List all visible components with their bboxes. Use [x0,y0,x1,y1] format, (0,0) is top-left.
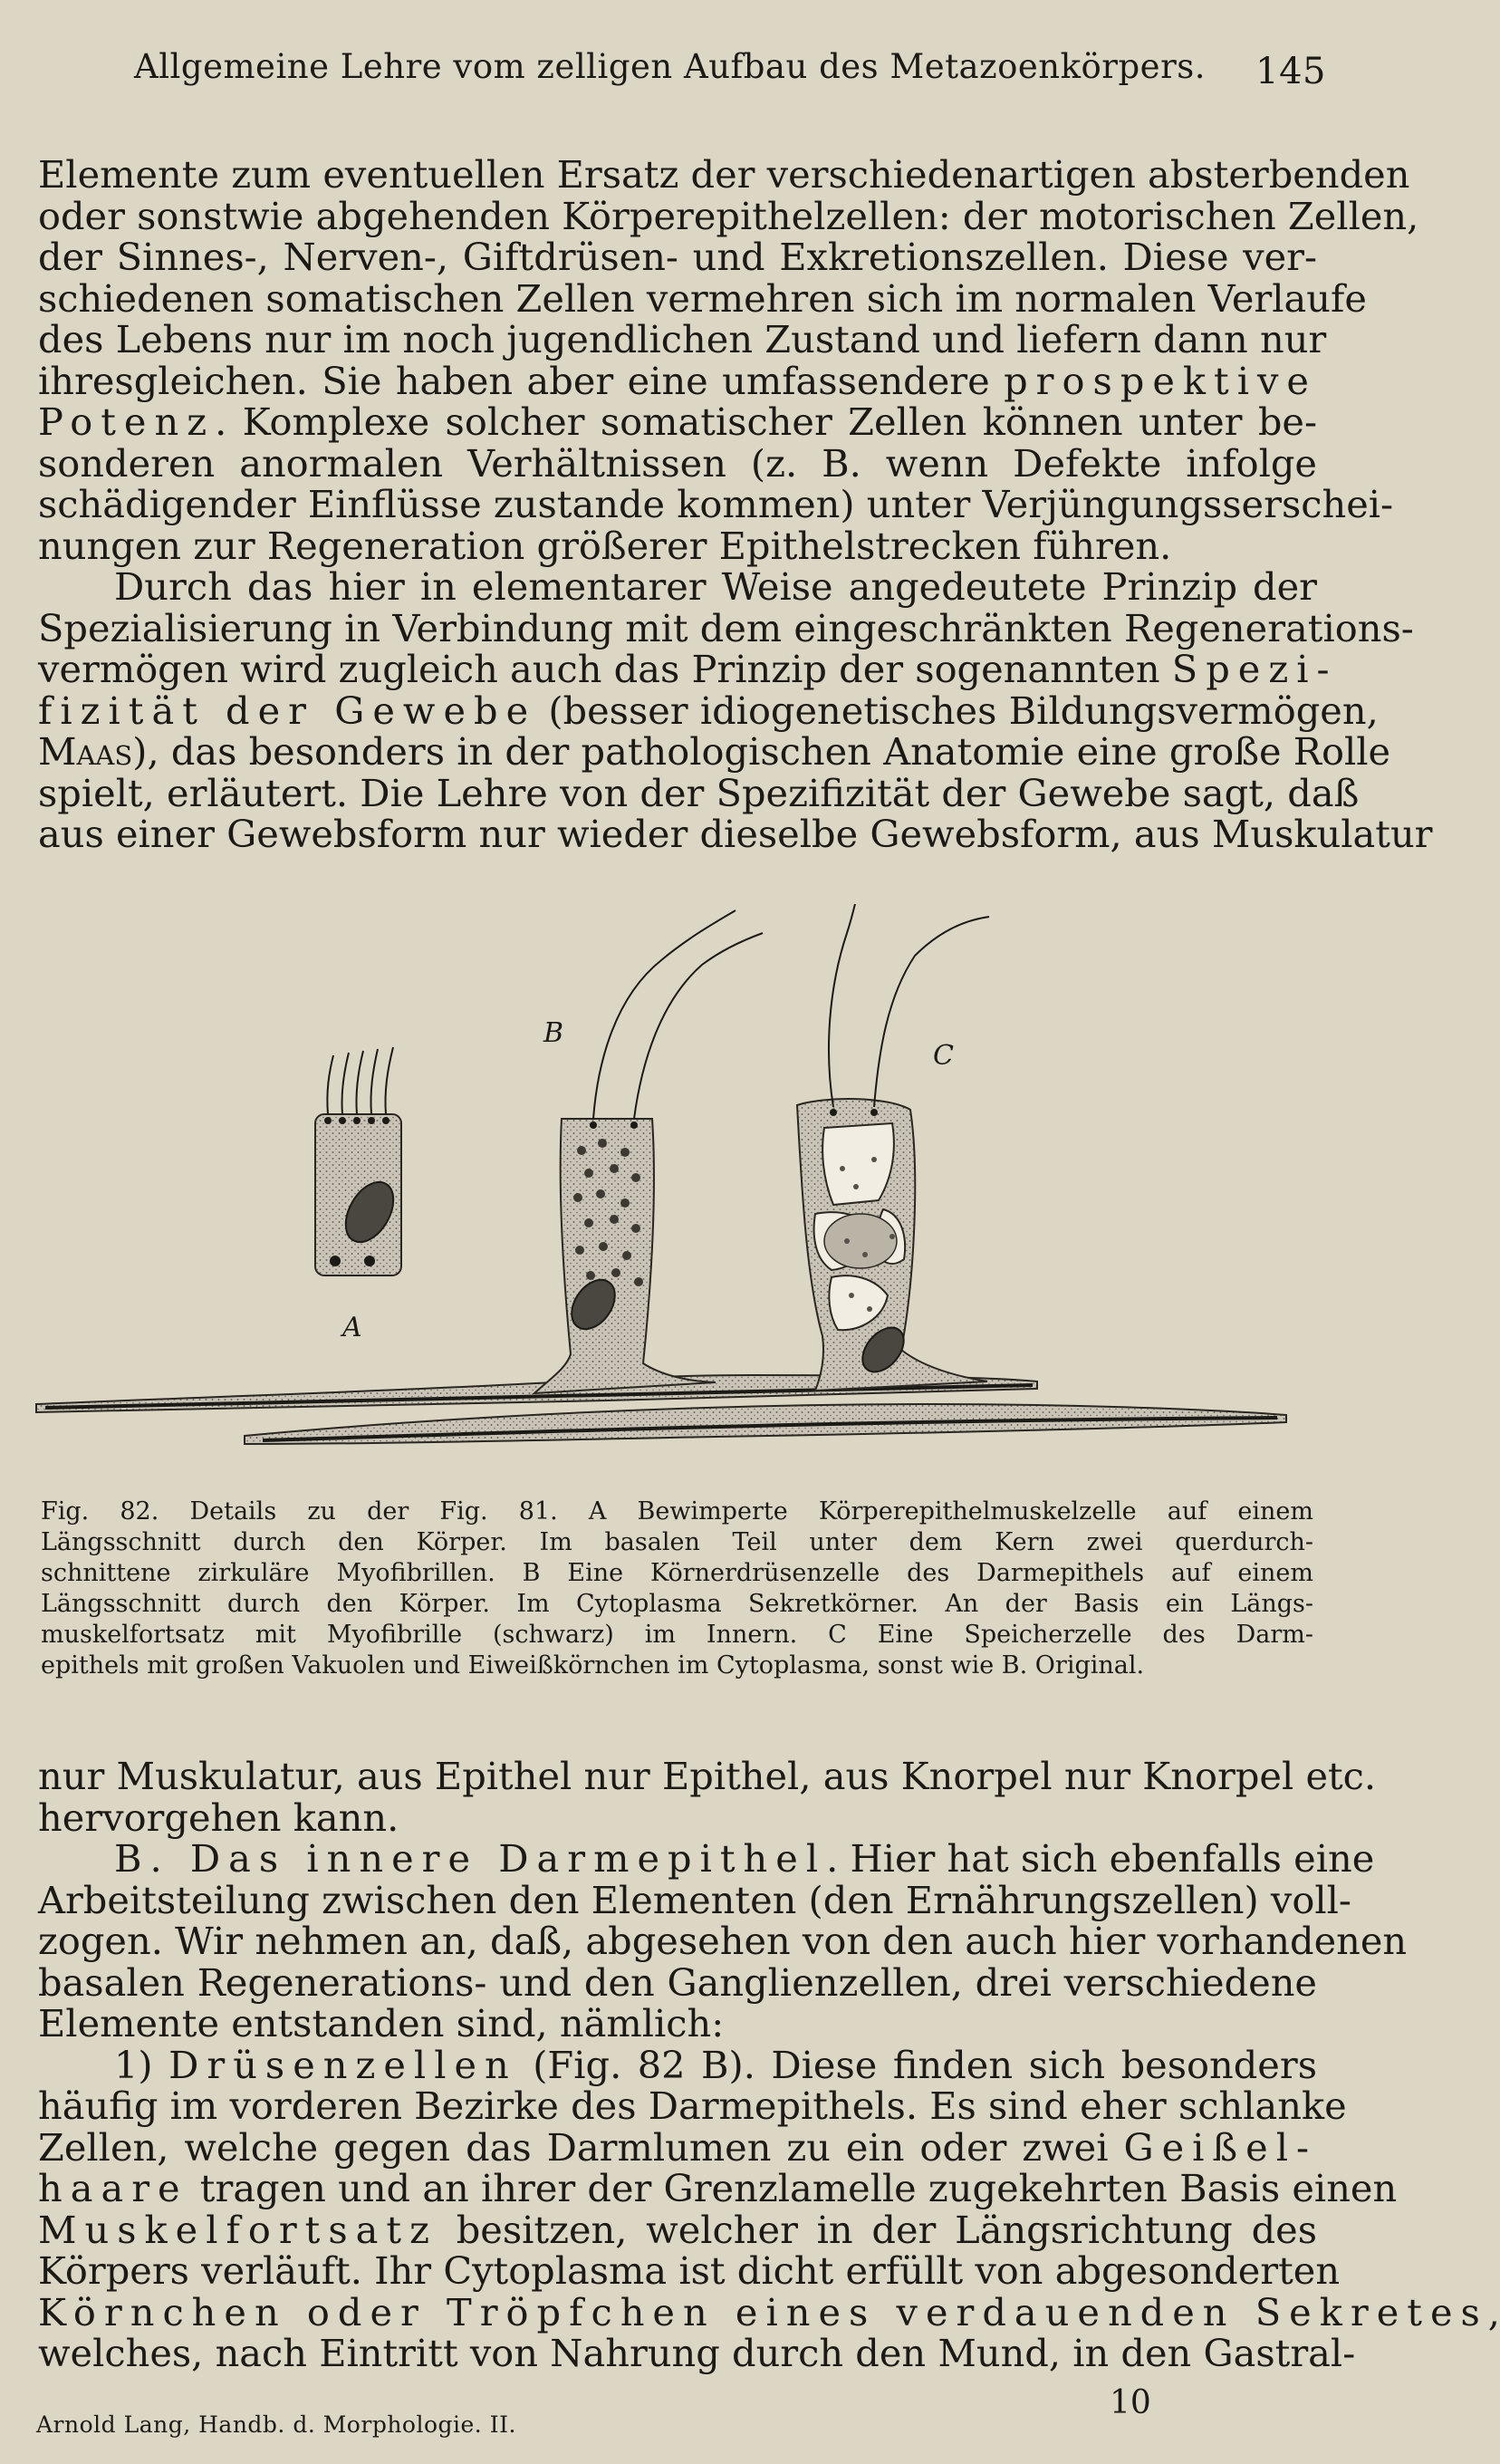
spaced-emphasis: prospektive [1004,358,1317,403]
body-text-top [38,152,1433,856]
spaced-emphasis: Drüsenzellen [168,2042,517,2087]
text-line [38,401,1317,443]
cell-c [797,904,989,1391]
text-segment: . Hier hat sich ebenfalls eine [826,1836,1375,1881]
text-line [38,729,1391,774]
spaced-emphasis: Geißel- [1123,2124,1317,2170]
figure-82 [27,897,1322,1458]
text-line [38,647,1338,691]
caption-line: muskelfortsatz mit Myofibrille (schwarz) im Innern. C Eine Speicherzelle des Darm- [41,1621,1313,1649]
page-footer [36,2384,1315,2439]
text-line [38,2124,1317,2170]
text-segment: spielt, erläutert. Die Lehre von der Spezifizität der Gewebe sagt, daß [38,770,1360,815]
text-line [38,812,1433,856]
text-segment: des Lebens nur im noch jugendlichen Zustand und liefern dann nur [38,317,1327,361]
cell-illustration [27,897,1322,1458]
text-line [38,1797,1317,1839]
label-c: C [933,1040,954,1072]
text-line [38,193,1419,238]
page-number: 145 [1255,51,1326,92]
text-line [38,2042,1317,2087]
text-line [38,525,1317,567]
cell-a [315,1047,403,1275]
signature-mark: 10 [1110,2384,1151,2421]
text-segment: , [1487,2289,1500,2334]
text-line [38,770,1360,815]
text-line [38,688,1379,733]
text-segment: nur Muskulatur, aus Epithel nur Epithel, aus Knorpel nur Knorpel etc. [38,1754,1377,1798]
text-line [38,1959,1317,2005]
text-line [38,605,1414,650]
text-segment: Elemente zum eventuellen Ersatz der verschiedenartigen absterbenden [38,152,1410,197]
text-segment: ), das besonders in der pathologischen Anatomie eine große Rolle [132,729,1391,774]
myofibril-section [364,1256,375,1266]
cell-b [534,910,763,1393]
text-segment: Elemente entstanden sind, nämlich: [38,2001,725,2045]
text-line [38,2209,1317,2251]
text-segment: oder sonstwie abgehenden Körperepithelzellen: der motorischen Zellen, [38,193,1419,238]
text-segment: hervorgehen kann. [38,1795,399,1840]
figure-caption [41,1497,1313,1681]
cilia-a [327,1047,393,1114]
spaced-emphasis: Potenz [38,399,216,444]
caption-line: schnittene zirkuläre Myofibrillen. B Eine Körnerdrüsenzelle des Darmepithels auf einem [41,1559,1313,1587]
text-line [38,440,1317,486]
text-line [38,317,1327,361]
text-segment: häufig im vorderen Bezirke des Darmepithels. Es sind eher schlanke [38,2084,1347,2128]
text-line [38,482,1394,526]
caption-line: Längsschnitt durch den Körper. Im Cytoplasma Sekretkörner. An der Basis ein Längs- [41,1590,1313,1618]
running-head [134,47,1330,92]
text-segment: . Komplexe solcher somatischer Zellen können unter be- [215,399,1317,444]
spaced-emphasis: Spezi- [1171,647,1338,691]
text-segment: ihresgleichen. Sie haben aber eine umfassendere [38,358,1005,403]
text-segment: 1) [114,2042,169,2087]
text-segment: basalen Regenerations- und den Ganglienzellen, drei verschiedene [38,1959,1317,2005]
text-line [38,2003,1317,2045]
text-segment: Spezialisierung in Verbindung mit dem eingeschränkten Regenerations- [38,605,1414,650]
label-a: A [342,1312,362,1343]
text-segment: schädigender Einflüsse zustande kommen) unter Verjüngungsserschei- [38,482,1394,526]
text-line [38,236,1317,278]
text-segment: besitzen, welcher in der Längsrichtung des [437,2207,1317,2252]
text-segment: (Fig. 82 B). Diese finden sich besonders [516,2042,1317,2087]
text-segment: nungen zur Regeneration größerer Epithelstrecken führen. [38,523,1172,568]
text-segment: Arbeitsteilung zwischen den Elementen (den Ernährungszellen) voll- [38,1877,1351,1922]
spaced-emphasis: haare [38,2166,188,2210]
text-segment: Durch das hier in elementarer Weise angedeutete Prinzip der [114,564,1317,609]
spaced-emphasis: Muskelfortsatz [38,2207,438,2252]
text-segment: schiedenen somatischen Zellen vermehren sich im normalen Verlaufe [38,275,1367,321]
text-line [38,2331,1356,2375]
text-line [38,152,1410,197]
text-line [38,1836,1375,1881]
caption-line: epithels mit großen Vakuolen und Eiweißkörnchen im Cytoplasma, sonst wie B. Original. [41,1651,1145,1680]
text-line [38,2166,1398,2210]
spaced-emphasis: fizität der Gewebe [38,688,537,733]
body-text-bottom [38,1754,1500,2375]
text-segment: welches, nach Eintritt von Nahrung durch den Mund, in den Gastral- [38,2331,1356,2375]
text-line [38,1754,1377,1798]
text-segment: aus einer Gewebsform nur wieder dieselbe Gewebsform, aus Muskulatur [38,812,1433,856]
text-line [38,275,1367,321]
running-title: Allgemeine Lehre vom zelligen Aufbau des Metazoenkörpers. [134,47,1207,86]
text-segment: Körpers verläuft. Ihr Cytoplasma ist dicht erfüllt von abgesonderten [38,2248,1341,2293]
flagella-b [593,910,763,1119]
text-segment: sonderen anormalen Verhältnissen (z. B. wenn Defekte infolge [38,440,1317,486]
flagella-c [829,904,989,1107]
caption-line: Längsschnitt durch den Körper. Im basalen Teil unter dem Kern zwei querdurch- [41,1528,1313,1556]
text-segment: Zellen, welche gegen das Darmlumen zu ein oder zwei [38,2124,1124,2170]
text-segment: vermögen wird zugleich auch das Prinzip der sogenannten [38,647,1172,691]
text-line [38,566,1317,608]
text-line [38,1877,1351,1922]
text-segment: der Sinnes-, Nerven-, Giftdrüsen- und Exkretionszellen. Diese ver- [38,235,1317,279]
text-line [38,2084,1347,2128]
text-line [38,2248,1341,2293]
text-segment: tragen und an ihrer der Grenzlamelle zugekehrten Basis einen [188,2166,1398,2210]
author-name: Maas [38,729,133,774]
text-segment: zogen. Wir nehmen an, daß, abgesehen von den auch hier vorhandenen [38,1919,1408,1963]
text-line [38,1919,1408,1963]
text-line [38,2289,1500,2334]
caption-line: Fig. 82. Details zu der Fig. 81. A Bewimperte Körperepithelmuskelzelle auf einem [41,1497,1313,1526]
label-b: B [543,1017,564,1049]
spaced-emphasis: B. Das innere Darmepithel [114,1836,827,1881]
spaced-emphasis: Körnchen oder Tröpfchen eines verdauenden Sekretes [38,2289,1488,2334]
text-line [38,358,1317,403]
footer-author-line: Arnold Lang, Handb. d. Morphologie. II. [36,2411,516,2438]
text-segment: (besser idiogenetisches Bildungsvermögen, [536,688,1379,733]
myofibril-section [330,1256,341,1266]
